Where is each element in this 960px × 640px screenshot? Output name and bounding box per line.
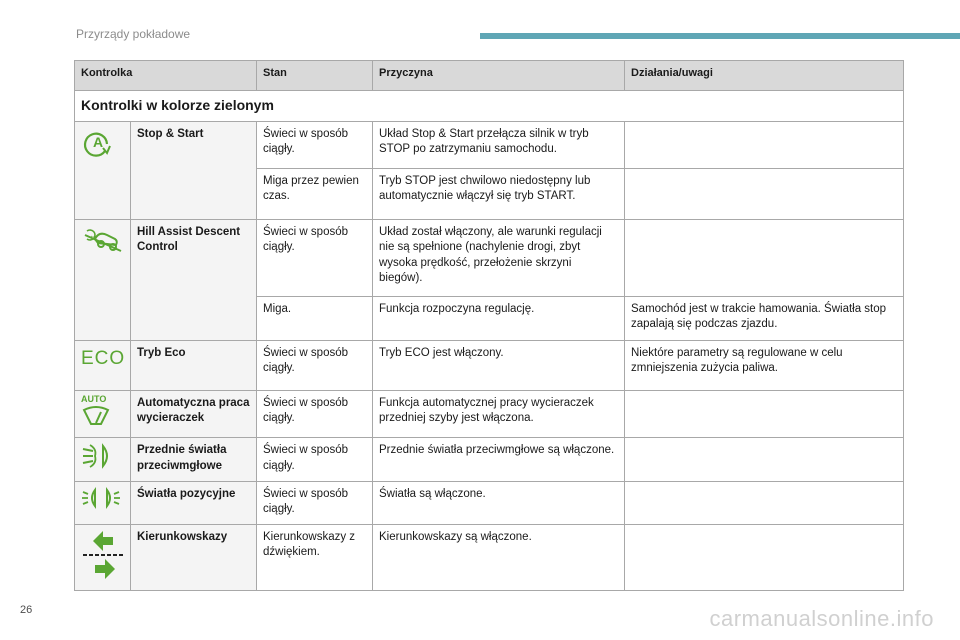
uwagi-cell [625,219,904,296]
section-row [75,91,904,122]
front-fog-icon [81,443,115,469]
hill-descent-icon [81,225,125,255]
stan-cell: Świeci w sposób ciągły. [257,481,373,524]
icon-cell [75,340,131,390]
light-name: Przednie światła przeciwmgłowe [131,438,257,482]
section-title: Kontrolki w kolorze zielonym [75,91,904,122]
warning-lights-table [74,60,904,591]
position-lights-icon [81,487,121,509]
watermark: carmanualsonline.info [709,606,934,631]
page-section-title: Przyrządy pokładowe [76,27,191,41]
przyczyna-cell: Układ Stop & Start przełącza silnik w tryb STOP po zatrzymaniu samochodu. [373,121,625,168]
column-header-przyczyna: Przyczyna [373,61,625,91]
turn-signal-icon [81,529,127,579]
table-row [75,390,904,438]
stop-start-icon [81,127,115,157]
table-header-row [75,61,904,91]
stan-cell: Miga. [257,296,373,340]
light-name: Światła pozycyjne [131,481,257,524]
icon-cell [75,524,131,591]
svg-text:↔: ↔ [89,230,97,240]
uwagi-cell: Niektóre parametry są regulowane w celu zmniejszenia zużycia paliwa. [625,340,904,390]
przyczyna-cell: Układ został włączony, ale warunki regulacji nie są spełnione (nachylenie drogi, zbyt wysoka prędkość, przełożenie skrzyni biegów). [373,219,625,296]
page-number: 26 [20,604,33,616]
uwagi-cell [625,481,904,524]
table-row [75,438,904,482]
column-header-uwagi: Działania/uwagi [625,61,904,91]
light-name: Automatyczna praca wycieraczek [131,390,257,438]
table-row [75,524,904,591]
table-row [75,121,904,168]
przyczyna-cell: Przednie światła przeciwmgłowe są włączone. [373,438,625,482]
icon-cell [75,438,131,482]
uwagi-cell [625,121,904,168]
przyczyna-cell: Tryb ECO jest włączony. [373,340,625,390]
table-row [75,219,904,296]
uwagi-cell: Samochód jest w trakcie hamowania. Światła stop zapalają się podczas zjazdu. [625,296,904,340]
uwagi-cell [625,390,904,438]
przyczyna-cell: Funkcja rozpoczyna regulację. [373,296,625,340]
eco-icon: ECO [81,347,126,369]
table-row [75,340,904,390]
stan-cell: Świeci w sposób ciągły. [257,219,373,296]
table-row [75,481,904,524]
stan-cell: Świeci w sposób ciągły. [257,340,373,390]
light-name: Tryb Eco [131,340,257,390]
icon-cell [75,121,131,219]
auto-wiper-icon [81,404,111,426]
column-header-stan: Stan [257,61,373,91]
przyczyna-cell: Światła są włączone. [373,481,625,524]
stan-cell: Miga przez pewien czas. [257,168,373,219]
icon-cell [75,390,131,438]
light-name: Hill Assist Descent Control [131,219,257,340]
icon-cell [75,481,131,524]
uwagi-cell [625,168,904,219]
przyczyna-cell: Kierunkowskazy są włączone. [373,524,625,591]
stan-cell: Świeci w sposób ciągły. [257,438,373,482]
stan-cell: Kierunkowskazy z dźwiękiem. [257,524,373,591]
stan-cell: Świeci w sposób ciągły. [257,121,373,168]
svg-text:A: A [93,133,104,150]
header-accent-bar [480,33,960,39]
icon-cell [75,219,131,340]
przyczyna-cell: Funkcja automatycznej pracy wycieraczek przedniej szyby jest włączona. [373,390,625,438]
auto-label: AUTO [81,393,107,404]
uwagi-cell [625,438,904,482]
light-name: Kierunkowskazy [131,524,257,591]
column-header-kontrolka: Kontrolka [75,61,257,91]
uwagi-cell [625,524,904,591]
stan-cell: Świeci w sposób ciągły. [257,390,373,438]
light-name: Stop & Start [131,121,257,219]
przyczyna-cell: Tryb STOP jest chwilowo niedostępny lub automatycznie włączył się tryb START. [373,168,625,219]
